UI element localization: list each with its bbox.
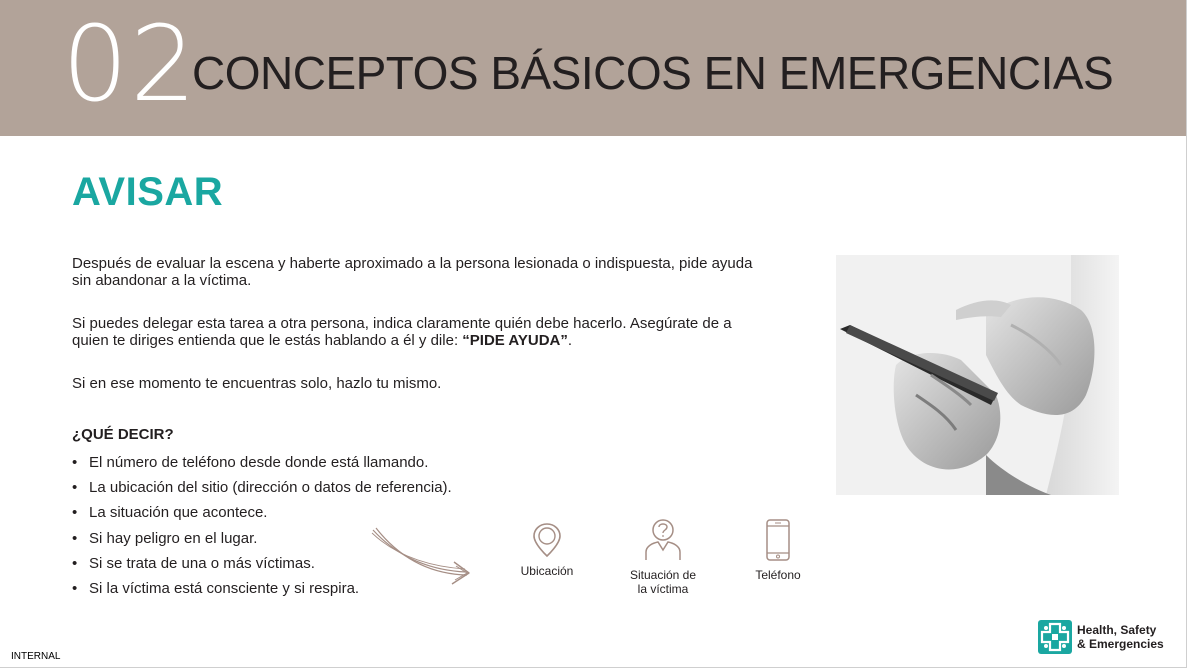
hands-phone-illustration [836,255,1119,495]
what-to-say-heading: ¿QUÉ DECIR? [72,426,174,443]
health-safety-logo [1038,620,1178,656]
bullet-dot: • [72,580,78,598]
list-item-text: La situación que acontece. [89,504,268,522]
logo-line1: Health, Safety [1077,623,1157,637]
section-title: AVISAR [72,170,224,214]
phone-icon [765,518,791,562]
delegate-paragraph [72,315,772,349]
delegate-paragraph-text: Si puedes delegar esta tarea a otra persona, indica claramente quién debe hacerlo. Asegúrate de a quien te diriges entienda que le estás hablando a él y dile: [72,315,732,349]
delegate-paragraph-end: . [567,332,573,349]
header-band [0,0,1186,136]
victim-situation-item [618,518,708,596]
list-item-text: Si hay peligro en el lugar. [89,529,258,547]
bullet-dot: • [72,529,78,547]
list-item [72,500,452,525]
classification-label: INTERNAL [11,651,61,662]
location-item [512,522,582,578]
hands-holding-smartphone-photo [836,255,1119,495]
situation-label-line1: Situación de [629,568,697,582]
intro-paragraph: Después de evaluar la escena y haberte aproximado a la persona lesionada o indispuesta, pide ayuda sin abandonar a la víctima. [72,255,753,289]
list-item-text: Si se trata de una o más víctimas. [89,554,315,572]
page-title: CONCEPTOS BÁSICOS EN EMERGENCIAS [192,47,1114,99]
logo-line2: & Emergencies [1077,637,1164,651]
location-label: Ubicación [520,564,574,578]
phone-label: Teléfono [755,568,801,582]
pide-ayuda-emphasis: “PIDE AYUDA” [462,332,568,349]
person-question-icon [643,518,683,562]
bullet-dot: • [72,479,78,497]
list-item-text: Si la víctima está consciente y si respira. [89,580,360,598]
alone-paragraph: Si en ese momento te encuentras solo, hazlo tu mismo. [72,375,442,392]
list-item-text: El número de teléfono desde donde está llamando. [89,454,429,471]
cross-logo-icon [1038,620,1072,654]
list-item-text: La ubicación del sitio (dirección o datos de referencia). [89,479,452,497]
bullet-dot: • [72,554,78,572]
section-number: 02 [62,3,199,125]
location-pin-icon [532,522,562,558]
phone-item [744,518,812,582]
situation-label-line2: la víctima [637,582,689,596]
bullet-dot: • [72,454,78,471]
list-item [72,450,452,475]
bullet-dot: • [72,504,78,522]
logo-text [1077,623,1164,651]
curved-arrow-icon [370,526,476,588]
list-item [72,475,452,500]
